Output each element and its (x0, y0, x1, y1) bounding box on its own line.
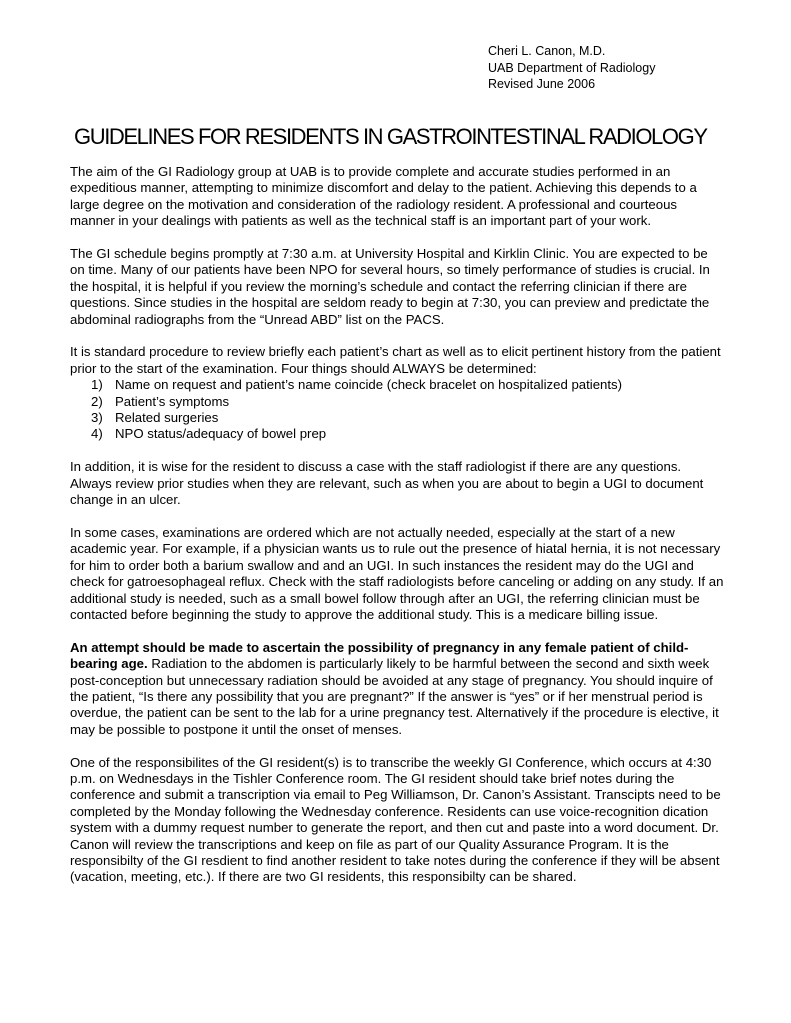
paragraph-unneeded-exams: In some cases, examinations are ordered which are not actually needed, especially at the start of a new academic year. For example, if a physician wants us to rule out the presence of hiatal hernia, it is not necessary for him to order both a barium swallow and and an UGI. In such instances the resident may do the UGI and check for gatroesophageal reflux. Check with the staff radiologists before canceling or adding on any study. If an additional study is needed, such as a small bowel follow through after an UGI, the referring clinician must be contacted before beginning the study to approve the additional study. This is a medicare billing issue. (70, 524, 724, 622)
list-item (70, 377, 725, 393)
paragraph-schedule: The GI schedule begins promptly at 7:30 a.m. at University Hospital and Kirklin Clinic. You are expected to be on time. Many of our patients have been NPO for several hours, so timely performance of studies is crucial. In the hospital, it is helpful if you review the morning’s schedule and contact the referring clinician if there are questions. Since studies in the hospital are seldom ready to begin at 7:30, you can preview and predictate the abdominal radiographs from the “Unread ABD” list on the PACS. (70, 246, 710, 327)
paragraph-procedure: It is standard procedure to review briefly each patient’s chart as well as to elicit pertinent history from the patient prior to the start of the examination. Four things should ALWAYS be determined: (70, 344, 721, 376)
paragraph-pregnancy (70, 640, 725, 738)
list-item-number: 2) (91, 393, 103, 409)
author-name: Cheri L. Canon, M.D. (488, 44, 606, 58)
list-item-number: 1) (91, 377, 103, 393)
list-item-text: Name on request and patient’s name coincide (check bracelet on hospitalized patients) (115, 377, 623, 393)
list-item-number: 4) (91, 426, 103, 442)
paragraph-consult: In addition, it is wise for the resident to discuss a case with the staff radiologist if there are any questions. Always review prior studies when they are relevant, such as when you are about to begin a UGI to document change in an ulcer. (70, 459, 704, 508)
paragraph-conference: One of the responsibilites of the GI resident(s) is to transcribe the weekly GI Conference, which occurs at 4:30 p.m. on Wednesdays in the Tishler Conference room. The GI resident should take brief notes during the conference and submit a transcription via email to Peg Williamson, Dr. Canon’s Assistant. Transcipts need to be completed by the Monday following the Wednesday conference. Residents can use voice-recognition dication system with a dummy request number to generate the report, and then cut and paste into a word document. Dr. Canon will review the transcriptions and keep on file as part of our Quality Assurance Program. It is the responsibilty of the GI resdient to find another resident to take notes during the conference if they will be absent (vacation, meeting, etc.). If there are two GI residents, this responsibilty can be shared. (70, 754, 721, 885)
list-item-text: NPO status/adequacy of bowel prep (115, 426, 327, 442)
department-name: UAB Department of Radiology (488, 60, 656, 75)
list-item-text: Related surgeries (115, 410, 219, 426)
list-item (70, 394, 725, 410)
pregnancy-details: Radiation to the abdomen is particularly likely to be harmful between the second and sixth week post-conception but unnecessary radiation should be avoided at any stage of pregnancy. You should inquire of the patient, “Is there any possibility that you are pregnant?” If the answer is “yes” or if her menstrual period is overdue, the patient can be sent to the lab for a urine pregnancy test. Alternatively if the procedure is elective, it may be possible to postpone it until the onset of menses. (70, 656, 719, 737)
document-body (70, 164, 725, 902)
document-header (488, 43, 655, 93)
revision-date: Revised June 2006 (488, 77, 596, 91)
pregnancy-warning: An attempt should be made to ascertain the possibility of pregnancy in any female patient of child-bearing age. (70, 639, 689, 672)
checklist (70, 377, 725, 443)
paragraph-aim: The aim of the GI Radiology group at UAB is to provide complete and accurate studies performed in an expeditious manner, attempting to minimize discomfort and delay to the patient. Achieving this depends to a large degree on the motivation and consideration of the radiology resident. A professional and courteous manner in your dealings with patients as well as the technical staff is an important part of your work. (70, 164, 697, 229)
list-item (70, 410, 725, 426)
list-item (70, 426, 725, 442)
list-item-text: Patient’s symptoms (115, 393, 230, 409)
list-item-number: 3) (91, 410, 103, 426)
document-title: GUIDELINES FOR RESIDENTS IN GASTROINTESTINAL RADIOLOGY (74, 124, 707, 149)
